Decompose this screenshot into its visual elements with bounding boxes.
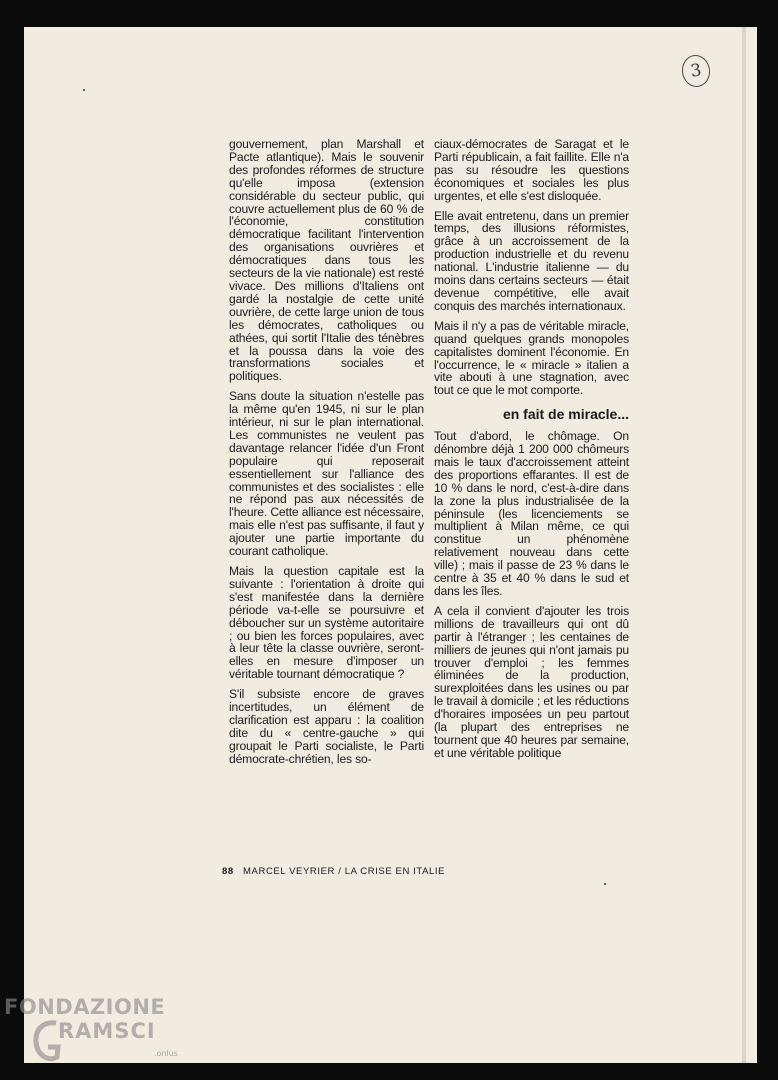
paragraph: Sans doute la situation n'estelle pas la même qu'en 1945, ni sur le plan intérieur, ni sur le plan international. Les communistes ne veulent pas davantage relancer l'idée d'un Front populaire qui reposerait essentiellement sur l'alliance des communistes et des socialistes : elle ne répond pas aux nécessités de l'heure. Cette alliance est nécessaire, mais elle n'est pas suffisante, il faut y ajouter une partie importante du courant catholique.	[229, 389, 424, 559]
page-edge	[742, 27, 746, 1063]
handwritten-page-number: 3	[680, 53, 712, 89]
watermark-url: .onlus	[154, 1049, 178, 1058]
paragraph: Elle avait entretenu, dans un premier temps, des illusions réformistes, grâce à un accroissement de la production industrielle et du revenu national. L'industrie italienne — du moins dans certains secteurs — était devenue compétitive, elle avait conquis des marchés internationaux.	[434, 208, 629, 313]
paragraph: Tout d'abord, le chômage. On dénombre déjà 1 200 000 chômeurs mais le taux d'accroissement atteint des proportions effarantes. Il est de 10 % dans le nord, c'est-à-dire dans la zone la plus industrialisée de la péninsule (les licenciements se multiplient à Milan même, ce qui constitue un phénomène relativement nouveau dans cette ville) ; mais il passe de 23 % dans le centre à 35 et 40 % dans le sud et dans les îles.	[434, 429, 629, 598]
running-title: MARCEL VEYRIER / LA CRISE EN ITALIE	[243, 866, 446, 877]
paragraph: S'il subsiste encore de graves incertitudes, un élément de clarification est apparu : la coalition dite du « centre-gauche » qui groupait le Parti socialiste, le Parti démocrate-chrétien, les so-	[229, 687, 424, 766]
section-heading: en fait de miracle...	[502, 406, 629, 423]
paragraph: Mais il n'y a pas de véritable miracle, quand quelques grands monopoles capitalistes dominent l'économie. En l'occurrence, le « miracle » italien a vite abouti à une stagnation, avec tout ce que le mot comporte.	[434, 318, 629, 398]
watermark-line-2: RAMSCI	[58, 1019, 156, 1043]
left-text-column	[229, 138, 424, 773]
paragraph: gouvernement, plan Marshall et Pacte atlantique). Mais le souvenir des profondes réformes de structure qu'elle imposa (extension considérable du secteur public, qui couvre actuellement plus de 60 % de l'économie, constitution démocratique facilitant l'intervention des organisations ouvrières et démocratiques dans tous les secteurs de la vie nationale) est resté vivace. Des millions d'Italiens ont gardé la nostalgie de cette unité ouvrière, de cette large union de tous les démocrates, catholiques ou athées, qui sortit l'Italie des ténèbres et la poussa dans la voie des transformations sociales et politiques.	[229, 137, 424, 384]
paragraph: Mais la question capitale est la suivante : l'orientation à droite qui s'est manifestée dans la dernière période va-t-elle se poursuivre et déboucher sur un système autoritaire ; ou bien les forces populaires, avec à leur tête la classe ouvrière, seront-elles en mesure d'imposer un véritable tournant démocratique ?	[229, 564, 424, 682]
watermark-line-1: FONDAZIONE	[4, 995, 166, 1019]
paragraph: A cela il convient d'ajouter les trois millions de travailleurs qui ont dû partir à l'étranger ; les centaines de milliers de jeunes qui n'ont jamais pu trouver d'emploi ; les femmes éliminées de la production, surexploitées dans les usines ou par le travail à domicile ; et les réductions d'horaires imposées un peu partout (la plupart des entreprises ne tournent que 40 heures par semaine, et une véritable politique	[434, 603, 629, 760]
speck-mark	[83, 89, 85, 91]
paragraph: ciaux-démocrates de Saragat et le Parti républicain, a fait faillite. Elle n'a pas su résoudre les questions économiques et sociales les plus urgentes, et elle s'est disloquée.	[434, 137, 629, 203]
page-footer	[222, 866, 445, 877]
fondazione-gramsci-watermark	[4, 995, 194, 1073]
page-number: 88	[222, 866, 234, 877]
speck-mark	[604, 883, 606, 885]
right-text-column	[434, 138, 629, 767]
